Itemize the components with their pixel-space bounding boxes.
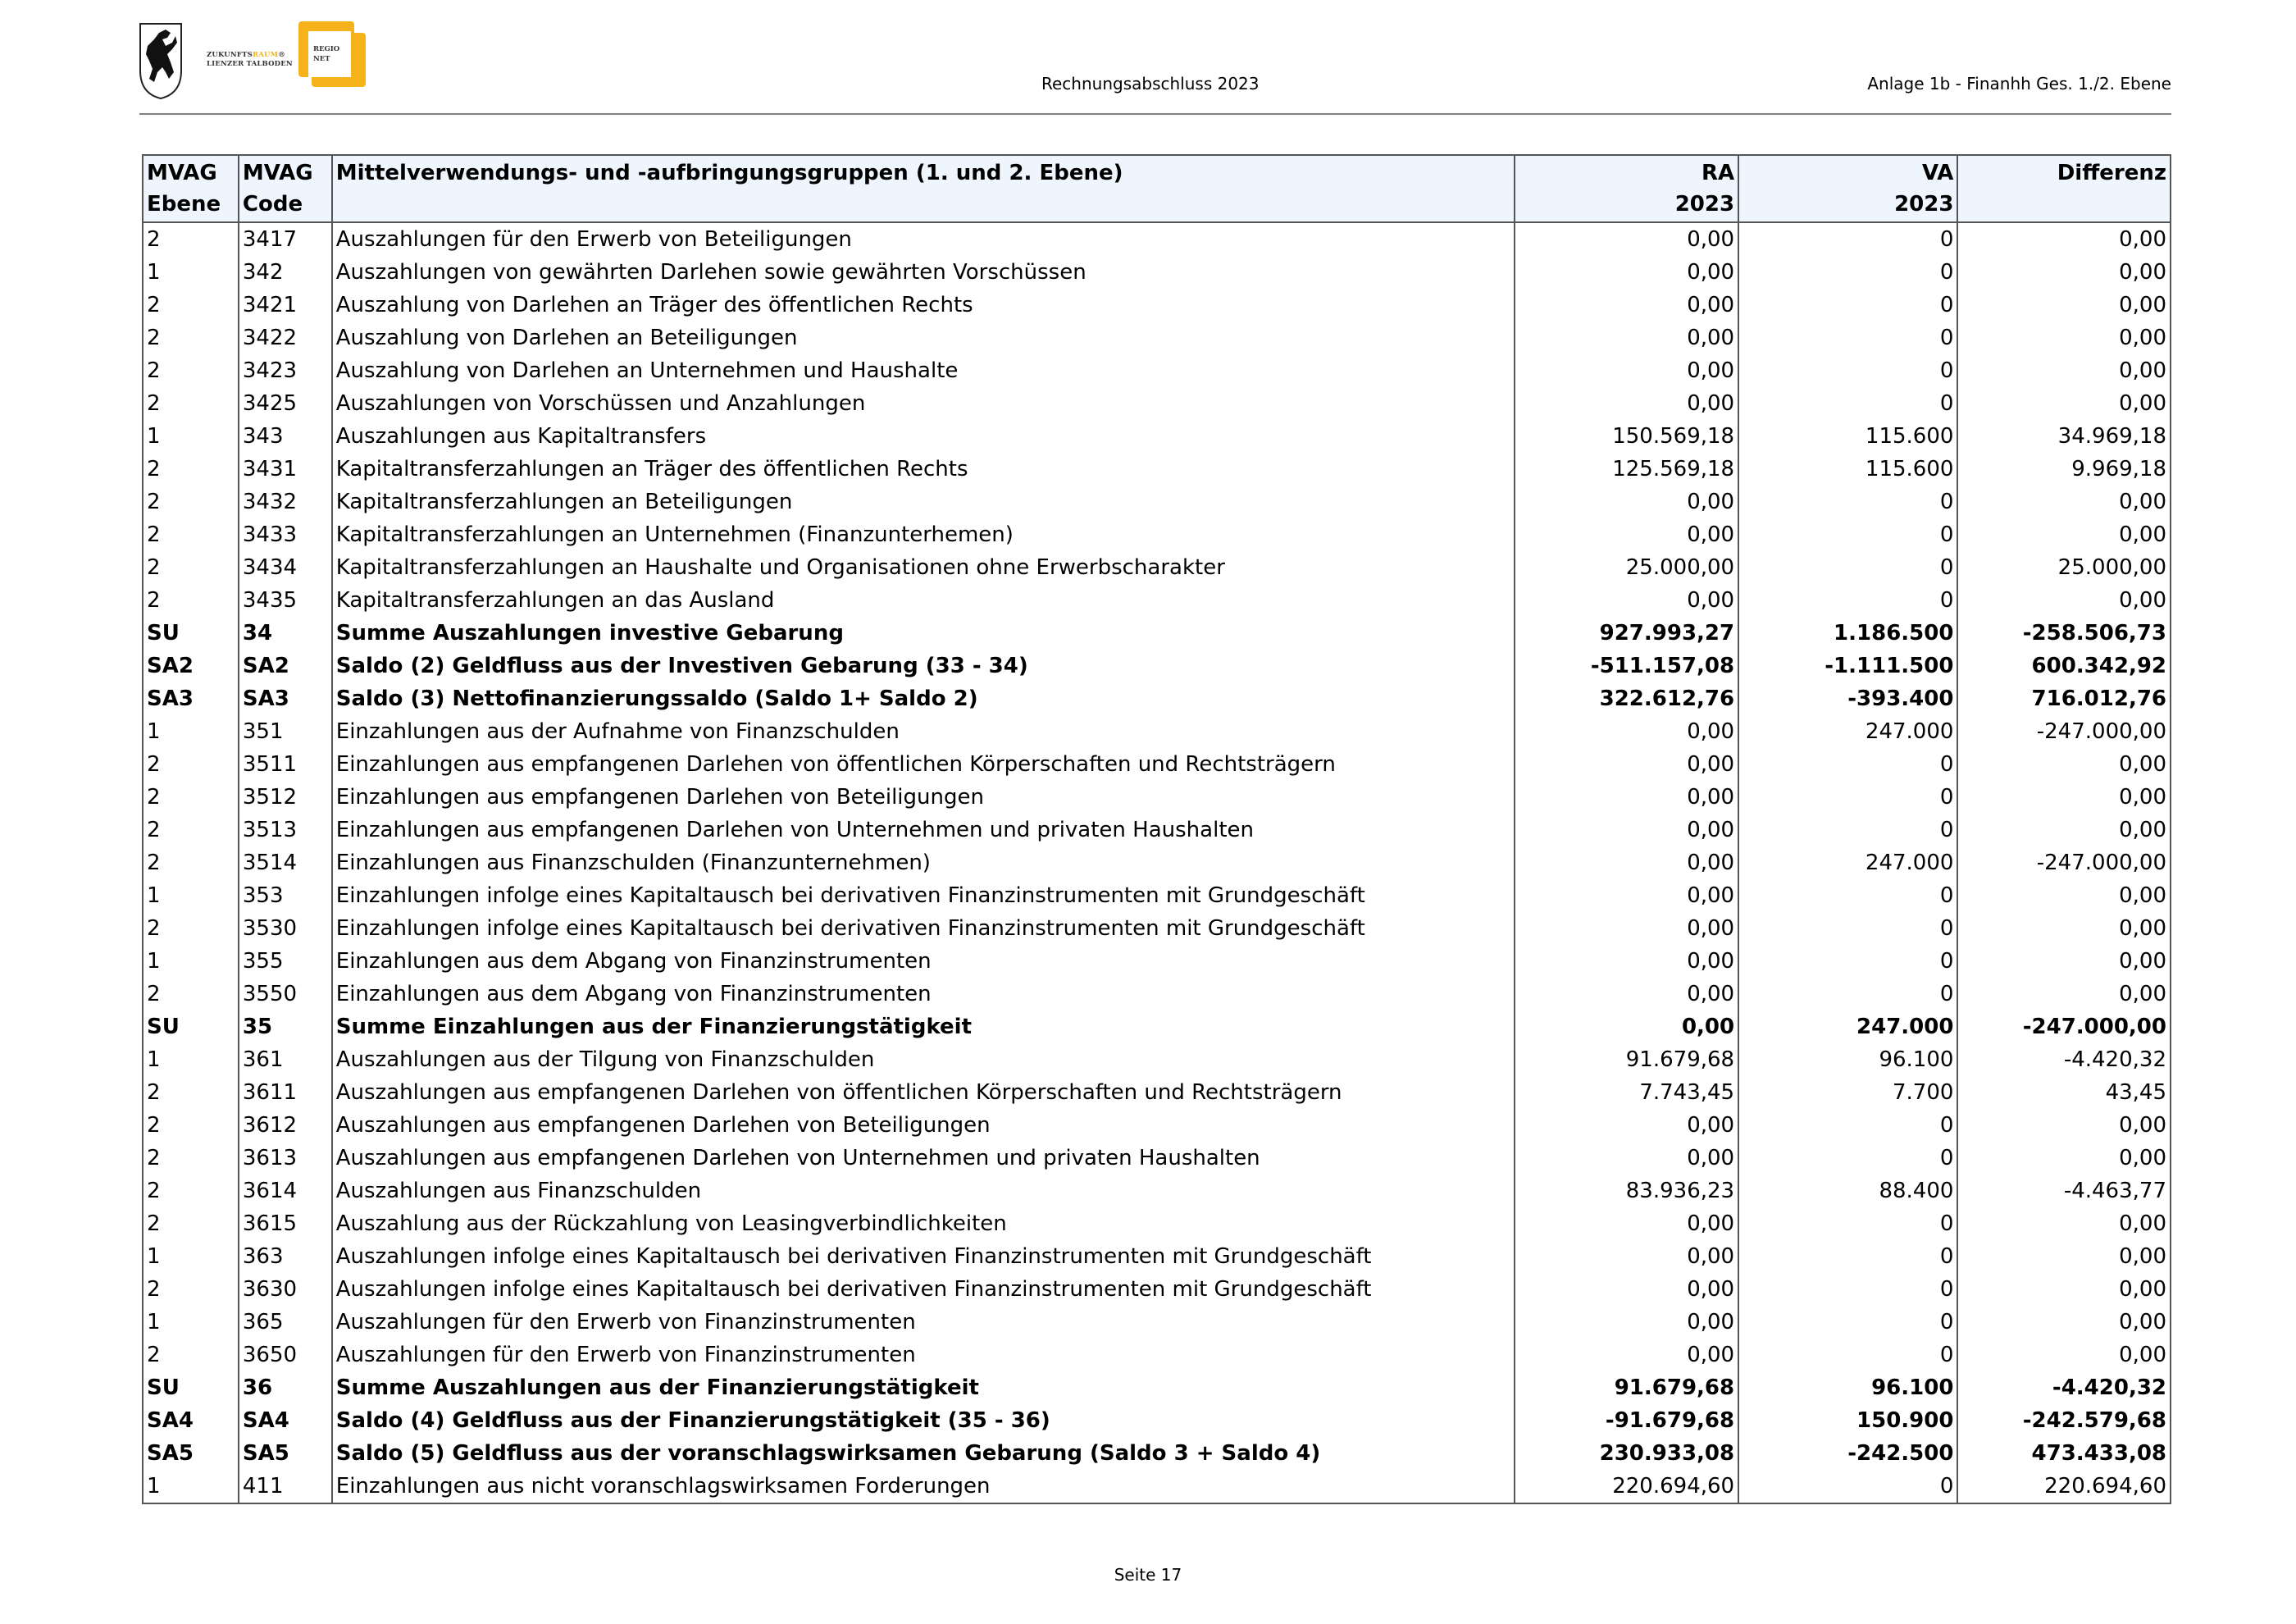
cell-ebene: 2 — [143, 781, 239, 814]
logo-text-lienzer: LIENZER TALBODEN — [207, 60, 293, 68]
cell-differenz: -4.463,77 — [1957, 1175, 2171, 1207]
cell-va: 0 — [1738, 1240, 1957, 1273]
col-header-differenz: Differenz — [1957, 155, 2171, 222]
cell-va: 115.600 — [1738, 453, 1957, 486]
cell-description: Einzahlungen aus empfangenen Darlehen von Beteiligungen — [332, 781, 1515, 814]
cell-ebene: 2 — [143, 322, 239, 354]
cell-ebene: 2 — [143, 222, 239, 256]
cell-description: Saldo (4) Geldfluss aus der Finanzierungstätigkeit (35 - 36) — [332, 1404, 1515, 1437]
cell-ebene: 2 — [143, 814, 239, 846]
cell-ra: -91.679,68 — [1515, 1404, 1738, 1437]
cell-ra: 0,00 — [1515, 978, 1738, 1010]
cell-va: 88.400 — [1738, 1175, 1957, 1207]
cell-description: Einzahlungen aus empfangenen Darlehen von öffentlichen Körperschaften und Rechtsträgern — [332, 748, 1515, 781]
col-header-description: Mittelverwendungs- und -aufbringungsgruppen (1. und 2. Ebene) — [332, 155, 1515, 222]
cell-ra: 83.936,23 — [1515, 1175, 1738, 1207]
cell-description: Auszahlungen aus empfangenen Darlehen von Unternehmen und privaten Haushalten — [332, 1142, 1515, 1175]
cell-code: 361 — [239, 1043, 332, 1076]
cell-ra: 927.993,27 — [1515, 617, 1738, 650]
cell-differenz: 34.969,18 — [1957, 420, 2171, 453]
cell-description: Auszahlungen aus empfangenen Darlehen von Beteiligungen — [332, 1109, 1515, 1142]
cell-description: Auszahlungen aus Kapitaltransfers — [332, 420, 1515, 453]
cell-ra: -511.157,08 — [1515, 650, 1738, 682]
cell-va: 0 — [1738, 814, 1957, 846]
table-row — [143, 354, 2171, 387]
cell-code: 363 — [239, 1240, 332, 1273]
cell-code: SA3 — [239, 682, 332, 715]
document-title: Rechnungsabschluss 2023 — [1041, 74, 1260, 94]
cell-ebene: 2 — [143, 453, 239, 486]
table-row — [143, 748, 2171, 781]
cell-description: Einzahlungen aus Finanzschulden (Finanzunternehmen) — [332, 846, 1515, 879]
cell-va: -1.111.500 — [1738, 650, 1957, 682]
cell-ra: 0,00 — [1515, 945, 1738, 978]
cell-va: 0 — [1738, 486, 1957, 518]
cell-ra: 150.569,18 — [1515, 420, 1738, 453]
cell-ebene: 1 — [143, 1043, 239, 1076]
cell-differenz: 0,00 — [1957, 1306, 2171, 1339]
cell-description: Auszahlung von Darlehen an Träger des öffentlichen Rechts — [332, 289, 1515, 322]
cell-va: 96.100 — [1738, 1043, 1957, 1076]
cell-differenz: 0,00 — [1957, 1339, 2171, 1371]
cell-ebene: 1 — [143, 715, 239, 748]
table-row — [143, 715, 2171, 748]
cell-description: Auszahlungen für den Erwerb von Beteiligungen — [332, 222, 1515, 256]
cell-ra: 230.933,08 — [1515, 1437, 1738, 1470]
table-body — [143, 222, 2171, 1503]
coat-of-arms-logo — [138, 21, 184, 100]
cell-va: 0 — [1738, 518, 1957, 551]
cell-ra: 125.569,18 — [1515, 453, 1738, 486]
cell-ebene: 2 — [143, 1142, 239, 1175]
cell-code: 36 — [239, 1371, 332, 1404]
cell-code: 3611 — [239, 1076, 332, 1109]
cell-ra: 0,00 — [1515, 879, 1738, 912]
cell-description: Saldo (3) Nettofinanzierungssaldo (Saldo 1+ Saldo 2) — [332, 682, 1515, 715]
table-row — [143, 781, 2171, 814]
logo-text-registered: ® — [278, 51, 285, 59]
cell-ebene: 2 — [143, 1076, 239, 1109]
cell-description: Auszahlungen von gewährten Darlehen sowie gewährten Vorschüssen — [332, 256, 1515, 289]
cell-differenz: 0,00 — [1957, 387, 2171, 420]
cell-description: Einzahlungen aus empfangenen Darlehen von Unternehmen und privaten Haushalten — [332, 814, 1515, 846]
cell-code: 3550 — [239, 978, 332, 1010]
page-number: Seite 17 — [1114, 1565, 1182, 1585]
table-row — [143, 222, 2171, 256]
cell-code: SA5 — [239, 1437, 332, 1470]
cell-description: Einzahlungen aus dem Abgang von Finanzinstrumenten — [332, 945, 1515, 978]
cell-differenz: 0,00 — [1957, 518, 2171, 551]
cell-ebene: 2 — [143, 289, 239, 322]
cell-differenz: 473.433,08 — [1957, 1437, 2171, 1470]
cell-description: Auszahlungen infolge eines Kapitaltausch bei derivativen Finanzinstrumenten mit Grundgeschäft — [332, 1240, 1515, 1273]
table-row — [143, 945, 2171, 978]
cell-va: 0 — [1738, 387, 1957, 420]
cell-ebene: SU — [143, 1010, 239, 1043]
table-row — [143, 1404, 2171, 1437]
cell-differenz: 600.342,92 — [1957, 650, 2171, 682]
cell-code: 353 — [239, 879, 332, 912]
table-row — [143, 289, 2171, 322]
cell-description: Saldo (2) Geldfluss aus der Investiven Gebarung (33 - 34) — [332, 650, 1515, 682]
cell-description: Auszahlungen für den Erwerb von Finanzinstrumenten — [332, 1306, 1515, 1339]
cell-ra: 0,00 — [1515, 289, 1738, 322]
cell-code: 3432 — [239, 486, 332, 518]
cell-description: Kapitaltransferzahlungen an Unternehmen (Finanzunterhemen) — [332, 518, 1515, 551]
cell-va: 0 — [1738, 912, 1957, 945]
cell-va: 0 — [1738, 1207, 1957, 1240]
table-row — [143, 420, 2171, 453]
cell-ra: 25.000,00 — [1515, 551, 1738, 584]
cell-ebene: 1 — [143, 1240, 239, 1273]
cell-code: 3423 — [239, 354, 332, 387]
table-row — [143, 518, 2171, 551]
cell-ebene: 1 — [143, 879, 239, 912]
cell-ebene: 2 — [143, 846, 239, 879]
cell-differenz: -242.579,68 — [1957, 1404, 2171, 1437]
cell-ra: 0,00 — [1515, 1109, 1738, 1142]
cell-va: 1.186.500 — [1738, 617, 1957, 650]
table-row — [143, 584, 2171, 617]
cell-va: 0 — [1738, 354, 1957, 387]
cell-va: 0 — [1738, 1306, 1957, 1339]
cell-va: 0 — [1738, 289, 1957, 322]
cell-va: 247.000 — [1738, 715, 1957, 748]
table-row — [143, 1437, 2171, 1470]
cell-ra: 0,00 — [1515, 486, 1738, 518]
cell-code: 3422 — [239, 322, 332, 354]
col-header-ebene: MVAG Ebene — [143, 155, 239, 222]
cell-code: 3612 — [239, 1109, 332, 1142]
cell-ebene: SA2 — [143, 650, 239, 682]
table-row — [143, 1339, 2171, 1371]
cell-code: 3614 — [239, 1175, 332, 1207]
cell-va: 0 — [1738, 1470, 1957, 1503]
cell-differenz: 0,00 — [1957, 322, 2171, 354]
cell-ra: 0,00 — [1515, 1306, 1738, 1339]
cell-differenz: 0,00 — [1957, 584, 2171, 617]
cell-ra: 220.694,60 — [1515, 1470, 1738, 1503]
table-row — [143, 322, 2171, 354]
cell-ebene: 2 — [143, 486, 239, 518]
cell-ra: 0,00 — [1515, 354, 1738, 387]
cell-va: 0 — [1738, 978, 1957, 1010]
regionet-logo — [298, 21, 372, 89]
table-row — [143, 1470, 2171, 1503]
cell-va: 0 — [1738, 781, 1957, 814]
cell-ra: 0,00 — [1515, 814, 1738, 846]
regio-text: REGIO — [313, 45, 340, 53]
cell-ebene: SA4 — [143, 1404, 239, 1437]
cell-differenz: -247.000,00 — [1957, 1010, 2171, 1043]
cell-ebene: 2 — [143, 748, 239, 781]
cell-description: Auszahlung von Darlehen an Unternehmen und Haushalte — [332, 354, 1515, 387]
cell-ra: 0,00 — [1515, 912, 1738, 945]
cell-differenz: 0,00 — [1957, 222, 2171, 256]
cell-differenz: 43,45 — [1957, 1076, 2171, 1109]
cell-differenz: 0,00 — [1957, 978, 2171, 1010]
cell-description: Summe Auszahlungen aus der Finanzierungstätigkeit — [332, 1371, 1515, 1404]
cell-ra: 0,00 — [1515, 322, 1738, 354]
col-header-code: MVAG Code — [239, 155, 332, 222]
cell-ra: 0,00 — [1515, 846, 1738, 879]
cell-description: Kapitaltransferzahlungen an Beteiligungen — [332, 486, 1515, 518]
cell-differenz: 0,00 — [1957, 945, 2171, 978]
cell-va: 247.000 — [1738, 846, 1957, 879]
cell-differenz: 9.969,18 — [1957, 453, 2171, 486]
table-row — [143, 1306, 2171, 1339]
cell-va: 0 — [1738, 222, 1957, 256]
cell-description: Saldo (5) Geldfluss aus der voranschlagswirksamen Gebarung (Saldo 3 + Saldo 4) — [332, 1437, 1515, 1470]
cell-differenz: 220.694,60 — [1957, 1470, 2171, 1503]
table-row — [143, 912, 2171, 945]
cell-ra: 0,00 — [1515, 748, 1738, 781]
table-row — [143, 1273, 2171, 1306]
cell-va: 96.100 — [1738, 1371, 1957, 1404]
cell-code: SA2 — [239, 650, 332, 682]
cell-ra: 322.612,76 — [1515, 682, 1738, 715]
table-row — [143, 486, 2171, 518]
cell-differenz: 0,00 — [1957, 912, 2171, 945]
table-row — [143, 1142, 2171, 1175]
cell-va: 0 — [1738, 1339, 1957, 1371]
cell-description: Einzahlungen infolge eines Kapitaltausch bei derivativen Finanzinstrumenten mit Grundgeschäft — [332, 912, 1515, 945]
cell-differenz: 0,00 — [1957, 1142, 2171, 1175]
cell-va: 7.700 — [1738, 1076, 1957, 1109]
cell-code: 3512 — [239, 781, 332, 814]
cell-ra: 0,00 — [1515, 222, 1738, 256]
cell-code: 3434 — [239, 551, 332, 584]
cell-description: Einzahlungen aus dem Abgang von Finanzinstrumenten — [332, 978, 1515, 1010]
col-header-va: VA 2023 — [1738, 155, 1957, 222]
cell-code: 411 — [239, 1470, 332, 1503]
cell-code: 3435 — [239, 584, 332, 617]
cell-description: Auszahlungen aus der Tilgung von Finanzschulden — [332, 1043, 1515, 1076]
table-row — [143, 814, 2171, 846]
cell-ra: 0,00 — [1515, 1273, 1738, 1306]
cell-description: Kapitaltransferzahlungen an Haushalte und Organisationen ohne Erwerbscharakter — [332, 551, 1515, 584]
cell-description: Kapitaltransferzahlungen an Träger des öffentlichen Rechts — [332, 453, 1515, 486]
cell-ebene: 1 — [143, 945, 239, 978]
table-row — [143, 1240, 2171, 1273]
cell-ra: 0,00 — [1515, 781, 1738, 814]
cell-ebene: SA3 — [143, 682, 239, 715]
cell-description: Einzahlungen infolge eines Kapitaltausch bei derivativen Finanzinstrumenten mit Grundgeschäft — [332, 879, 1515, 912]
cell-code: 3511 — [239, 748, 332, 781]
cell-va: 115.600 — [1738, 420, 1957, 453]
cell-code: 355 — [239, 945, 332, 978]
table-header-row — [143, 155, 2171, 222]
cell-description: Auszahlung aus der Rückzahlung von Leasingverbindlichkeiten — [332, 1207, 1515, 1240]
cell-code: 343 — [239, 420, 332, 453]
cell-va: -242.500 — [1738, 1437, 1957, 1470]
cell-va: 0 — [1738, 748, 1957, 781]
cell-description: Auszahlungen von Vorschüssen und Anzahlungen — [332, 387, 1515, 420]
cell-ra: 0,00 — [1515, 518, 1738, 551]
cell-ra: 0,00 — [1515, 584, 1738, 617]
cell-description: Kapitaltransferzahlungen an das Ausland — [332, 584, 1515, 617]
cell-description: Auszahlungen für den Erwerb von Finanzinstrumenten — [332, 1339, 1515, 1371]
cell-differenz: 0,00 — [1957, 879, 2171, 912]
cell-ebene: 1 — [143, 256, 239, 289]
cell-code: 3530 — [239, 912, 332, 945]
cell-differenz: -258.506,73 — [1957, 617, 2171, 650]
cell-ebene: 2 — [143, 1339, 239, 1371]
table-row — [143, 617, 2171, 650]
cell-ebene: SA5 — [143, 1437, 239, 1470]
cell-ra: 91.679,68 — [1515, 1371, 1738, 1404]
table-row — [143, 682, 2171, 715]
table-row — [143, 1109, 2171, 1142]
cell-code: 342 — [239, 256, 332, 289]
cell-va: 0 — [1738, 1109, 1957, 1142]
table-row — [143, 1010, 2171, 1043]
cell-ra: 0,00 — [1515, 387, 1738, 420]
cell-differenz: 25.000,00 — [1957, 551, 2171, 584]
cell-ra: 7.743,45 — [1515, 1076, 1738, 1109]
table-row — [143, 1043, 2171, 1076]
table-row — [143, 256, 2171, 289]
cell-code: 3513 — [239, 814, 332, 846]
cell-differenz: -4.420,32 — [1957, 1371, 2171, 1404]
logo-text-zukunfts: ZUKUNFTS — [207, 51, 253, 59]
cell-differenz: 0,00 — [1957, 486, 2171, 518]
cell-code: 3421 — [239, 289, 332, 322]
cell-va: 0 — [1738, 1273, 1957, 1306]
cell-differenz: -247.000,00 — [1957, 846, 2171, 879]
cell-differenz: 716.012,76 — [1957, 682, 2171, 715]
table-row — [143, 1371, 2171, 1404]
header-divider — [139, 113, 2171, 115]
table-row — [143, 1207, 2171, 1240]
cell-differenz: 0,00 — [1957, 814, 2171, 846]
cell-code: 3615 — [239, 1207, 332, 1240]
cell-ebene: 1 — [143, 1470, 239, 1503]
net-text: NET — [313, 55, 330, 63]
cell-code: 34 — [239, 617, 332, 650]
cell-va: 0 — [1738, 551, 1957, 584]
cell-description: Auszahlungen infolge eines Kapitaltausch bei derivativen Finanzinstrumenten mit Grundgeschäft — [332, 1273, 1515, 1306]
financial-table — [142, 154, 2171, 1504]
cell-differenz: 0,00 — [1957, 1240, 2171, 1273]
logo-text-raum: RAUM — [252, 51, 279, 59]
cell-ebene: 2 — [143, 1175, 239, 1207]
cell-ebene: 1 — [143, 420, 239, 453]
cell-differenz: 0,00 — [1957, 1207, 2171, 1240]
cell-code: 3650 — [239, 1339, 332, 1371]
cell-description: Einzahlungen aus der Aufnahme von Finanzschulden — [332, 715, 1515, 748]
cell-ebene: 2 — [143, 1207, 239, 1240]
cell-code: 35 — [239, 1010, 332, 1043]
header-logos — [138, 21, 376, 102]
cell-code: 365 — [239, 1306, 332, 1339]
cell-va: -393.400 — [1738, 682, 1957, 715]
cell-ebene: SU — [143, 617, 239, 650]
table-row — [143, 1076, 2171, 1109]
cell-va: 0 — [1738, 584, 1957, 617]
cell-ebene: 2 — [143, 387, 239, 420]
cell-code: 3514 — [239, 846, 332, 879]
table-row — [143, 879, 2171, 912]
cell-ra: 0,00 — [1515, 1240, 1738, 1273]
cell-ebene: 2 — [143, 1109, 239, 1142]
cell-code: 3431 — [239, 453, 332, 486]
cell-code: 3433 — [239, 518, 332, 551]
cell-code: 3630 — [239, 1273, 332, 1306]
cell-va: 0 — [1738, 1142, 1957, 1175]
cell-differenz: 0,00 — [1957, 748, 2171, 781]
cell-ebene: 2 — [143, 978, 239, 1010]
table-row — [143, 1175, 2171, 1207]
table-row — [143, 650, 2171, 682]
cell-ra: 0,00 — [1515, 1339, 1738, 1371]
cell-differenz: 0,00 — [1957, 781, 2171, 814]
cell-va: 0 — [1738, 256, 1957, 289]
cell-va: 0 — [1738, 322, 1957, 354]
cell-va: 150.900 — [1738, 1404, 1957, 1437]
zukunftsraum-logo — [207, 51, 293, 69]
cell-description: Summe Auszahlungen investive Gebarung — [332, 617, 1515, 650]
cell-code: 3417 — [239, 222, 332, 256]
cell-va: 0 — [1738, 945, 1957, 978]
cell-differenz: 0,00 — [1957, 1273, 2171, 1306]
table-row — [143, 453, 2171, 486]
table-row — [143, 551, 2171, 584]
cell-ra: 0,00 — [1515, 1142, 1738, 1175]
cell-description: Summe Einzahlungen aus der Finanzierungstätigkeit — [332, 1010, 1515, 1043]
cell-description: Auszahlungen aus empfangenen Darlehen von öffentlichen Körperschaften und Rechtsträgern — [332, 1076, 1515, 1109]
cell-differenz: -247.000,00 — [1957, 715, 2171, 748]
cell-ebene: 2 — [143, 912, 239, 945]
cell-code: SA4 — [239, 1404, 332, 1437]
appendix-title: Anlage 1b - Finanhh Ges. 1./2. Ebene — [1867, 74, 2171, 94]
cell-ra: 91.679,68 — [1515, 1043, 1738, 1076]
cell-code: 351 — [239, 715, 332, 748]
cell-description: Auszahlung von Darlehen an Beteiligungen — [332, 322, 1515, 354]
cell-ra: 0,00 — [1515, 256, 1738, 289]
col-header-ra: RA 2023 — [1515, 155, 1738, 222]
cell-code: 3425 — [239, 387, 332, 420]
cell-differenz: -4.420,32 — [1957, 1043, 2171, 1076]
table-row — [143, 978, 2171, 1010]
cell-description: Einzahlungen aus nicht voranschlagswirksamen Forderungen — [332, 1470, 1515, 1503]
cell-differenz: 0,00 — [1957, 256, 2171, 289]
cell-ebene: 1 — [143, 1306, 239, 1339]
cell-description: Auszahlungen aus Finanzschulden — [332, 1175, 1515, 1207]
cell-ebene: SU — [143, 1371, 239, 1404]
cell-ebene: 2 — [143, 584, 239, 617]
cell-ebene: 2 — [143, 1273, 239, 1306]
cell-differenz: 0,00 — [1957, 1109, 2171, 1142]
cell-ebene: 2 — [143, 518, 239, 551]
cell-va: 0 — [1738, 879, 1957, 912]
cell-ra: 0,00 — [1515, 1207, 1738, 1240]
cell-va: 247.000 — [1738, 1010, 1957, 1043]
table-row — [143, 387, 2171, 420]
cell-differenz: 0,00 — [1957, 289, 2171, 322]
cell-ebene: 2 — [143, 551, 239, 584]
cell-code: 3613 — [239, 1142, 332, 1175]
cell-ra: 0,00 — [1515, 715, 1738, 748]
cell-differenz: 0,00 — [1957, 354, 2171, 387]
table-row — [143, 846, 2171, 879]
cell-ra: 0,00 — [1515, 1010, 1738, 1043]
cell-ebene: 2 — [143, 354, 239, 387]
